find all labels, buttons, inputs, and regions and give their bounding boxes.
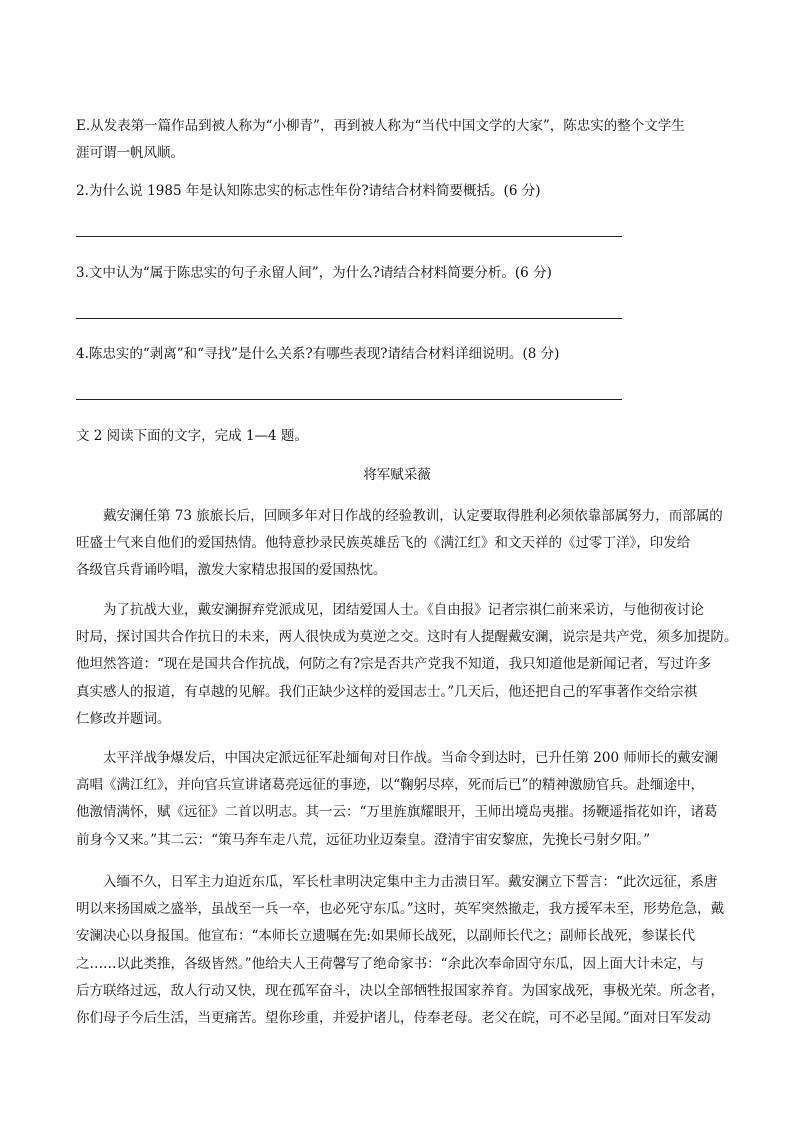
question-2: 2.为什么说 1985 年是认知陈忠实的标志性年份?请结合材料简要概括。(6 分) [76,183,541,199]
paragraph-1 [76,503,721,585]
paragraph-line: 你们母子今后生活，当更痛苦。望你珍重，并爱护诸儿，侍奉老母。老父在皖，可不必呈闻。”面对日军发动 [76,1010,711,1027]
paragraph-line: 前身今又来。”其二云：“策马奔车走八荒，远征功业迈秦皇。澄清宇宙安黎庶，先挽长弓射夕阳。” [76,831,651,848]
question-3: 3.文中认为“属于陈忠实的句子永留人间”，为什么?请结合材料简要分析。(6 分) [76,265,552,281]
paragraph-line: 真实感人的报道，有卓越的见解。我们正缺少这样的爱国志士。”几天后，他还把自己的军事著作交给宗祺 [76,683,698,700]
paragraph-line: 戴安澜任第 73 旅旅长后，回顾多年对日作战的经验教训，认定要取得胜利必须依靠部属努力，而部属的 [76,508,723,524]
paragraph-line: 为了抗战大业，戴安澜摒弃党派成见，团结爱国人士。《自由报》记者宗祺仁前来采访，与他彻夜讨论 [76,602,704,618]
article-title: 将军赋采薇 [363,467,431,483]
paragraph-line: 明以来扬国威之盛举，虽战至一兵一卒，也必死守东瓜。”这时，英军突然撤走，我方援军未至，形势危急，戴 [76,901,725,918]
paragraph-2 [76,597,738,733]
paragraph-3 [76,745,721,854]
paragraph-line: 太平洋战争爆发后，中国决定派远征军赴缅甸对日作战。当命令到达时，已升任第 200 师师长的戴安澜 [76,750,718,766]
paragraph-line: 他激情满怀，赋《远征》二首以明志。其一云：“万里旌旗耀眼开，王师出境岛夷摧。扬鞭遥指花如许，诸葛 [76,804,718,821]
answer-line-4 [76,399,622,400]
paragraph-4 [76,869,725,1032]
question-4: 4.陈忠实的“剥离”和“寻找”是什么关系?有哪些表现?请结合材料详细说明。(8 分) [76,346,560,362]
answer-line-2 [76,236,622,237]
paragraph-line: 时局，探讨国共合作抗日的未来，两人很快成为莫逆之交。这时有人提醒戴安澜，说宗是共产党，须多加提防。 [76,629,738,646]
paragraph-line: 旺盛士气来自他们的爱国热情。他特意抄录民族英雄岳飞的《满江红》和文天祥的《过零丁洋》，印发给 [76,535,691,552]
paragraph-line: 高唱《满江红》，并向官兵宣讲诸葛亮远征的事迹，以“鞠躬尽瘁，死而后已”的精神激励官兵。赴缅途中， [76,777,705,794]
answer-line-3 [76,318,622,319]
paragraph-line: 各级官兵背诵吟唱，激发大家精忠报国的爱国热忱。 [76,562,387,579]
option-e-line-1: E.从发表第一篇作品到被人称为“小柳青”，再到被人称为“当代中国文学的大家”，陈忠实的整个文学生 [76,118,685,134]
paragraph-line: 安澜决心以身报国。他宣布：“本师长立遗嘱在先:如果师长战死，以副师长代之；副师长战死，参谋长代 [76,928,695,945]
paragraph-line: 之……以此类推，各级皆然。”他给夫人王荷馨写了绝命家书：“余此次奉命固守东瓜，因上面大计未定，与 [76,955,705,972]
paragraph-line: 仁修改并题词。 [76,710,171,727]
option-e-line-2: 涯可谓一帆风顺。 [76,145,184,161]
paragraph-line: 后方联络过远，敌人行动又快，现在孤军奋斗，决以全部牺牲报国家养育。为国家战死，事极光荣。所念者， [76,982,724,999]
reading-intro: 文 2 阅读下面的文字，完成 1—4 题。 [76,428,308,444]
paragraph-line: 他坦然答道：“现在是国共合作抗战，何防之有?宗是否共产党我不知道，我只知道他是新闻记者，写过许多 [76,656,712,673]
paragraph-line: 入缅不久，日军主力迫近东瓜，军长杜聿明决定集中主力击溃日军。戴安澜立下誓言：“此次远征，系唐 [76,874,718,890]
